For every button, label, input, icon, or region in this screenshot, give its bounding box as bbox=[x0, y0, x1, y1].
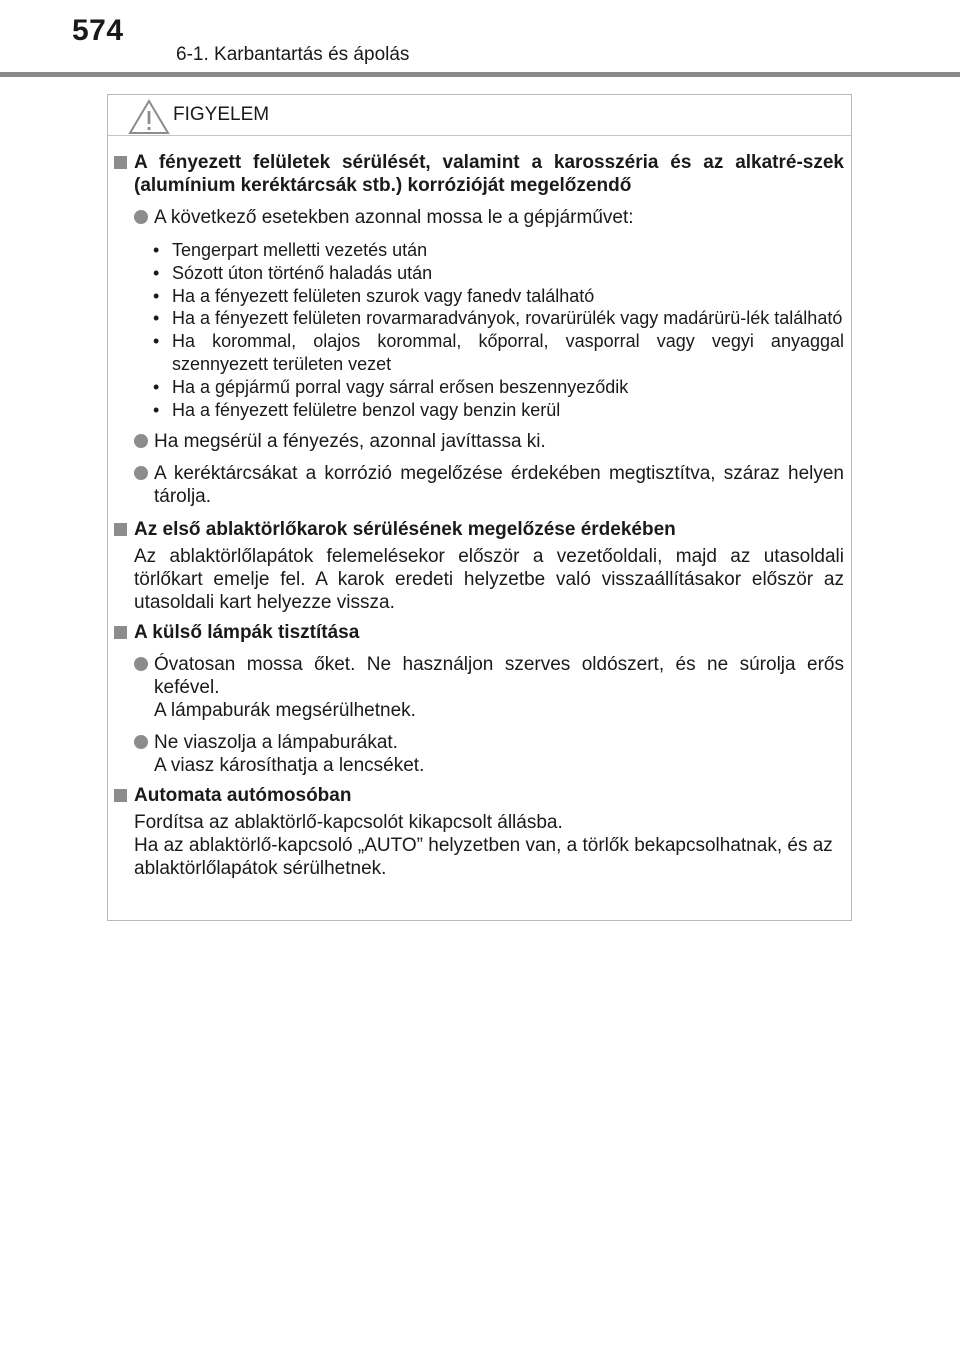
square-bullet-icon bbox=[114, 626, 127, 639]
bullet-item: • Ha a gépjármű porral vagy sárral erősen beszennyeződik bbox=[134, 376, 844, 399]
bullet-item: • Tengerpart melletti vezetés után bbox=[134, 239, 844, 262]
bullet-item: • Ha a fényezett felületen rovarmaradványok, rovarürülék vagy madárürü-lék található bbox=[134, 307, 844, 330]
item-subtext: A viasz károsíthatja a lencséket. bbox=[154, 755, 425, 777]
section-title: 6-1. Karbantartás és ápolás bbox=[176, 44, 410, 65]
topic-title: Az első ablaktörlőkarok sérülésének megelőzése érdekében bbox=[134, 519, 676, 541]
bullet-item: • Ha a fényezett felületen szurok vagy fanedv található bbox=[134, 285, 844, 308]
item-text: Ne viaszolja a lámpaburákat. bbox=[154, 732, 398, 754]
topic-paint-protection bbox=[114, 151, 844, 508]
circle-bullet-icon bbox=[134, 657, 148, 671]
warning-title: FIGYELEM bbox=[173, 104, 270, 125]
square-bullet-icon bbox=[114, 156, 127, 169]
item-text: Óvatosan mossa őket. Ne használjon szerves oldószert, és ne súrolja erős kefével. bbox=[154, 654, 844, 699]
list-item bbox=[134, 731, 844, 777]
item-text: Ha megsérül a fényezés, azonnal javíttassa ki. bbox=[154, 431, 546, 453]
page-header bbox=[0, 0, 960, 80]
circle-bullet-icon bbox=[134, 466, 148, 480]
item-text: A következő esetekben azonnal mossa le a gépjárművet: bbox=[154, 207, 634, 228]
circle-bullet-icon bbox=[134, 210, 148, 224]
warning-box bbox=[107, 94, 852, 921]
topic-body: Az ablaktörlőlapátok felemelésekor először a vezetőoldali, majd az utasoldali törlőkart emelje fel. A karok eredeti helyzetbe való visszaállításakor először az utasoldali kart helyezze vissza. bbox=[134, 546, 844, 614]
warning-header bbox=[108, 95, 851, 136]
topic-title: A fényezett felületek sérülését, valamint a karosszéria és az alkatré-szek (alumínium keréktárcsák stb.) korrózióját megelőzendő bbox=[134, 152, 844, 196]
list-item bbox=[134, 462, 844, 508]
topic-title: Automata autómosóban bbox=[134, 785, 352, 807]
bullet-item: • Ha a fényezett felületre benzol vagy benzin kerül bbox=[134, 399, 844, 422]
header-rule bbox=[0, 72, 960, 77]
square-bullet-icon bbox=[114, 789, 127, 802]
page-number: 574 bbox=[72, 14, 124, 47]
warning-content bbox=[114, 151, 844, 880]
bullet-list bbox=[134, 239, 844, 421]
list-item bbox=[134, 430, 844, 453]
bullet-item: • Sózott úton történő haladás után bbox=[134, 262, 844, 285]
warning-triangle-icon bbox=[128, 99, 170, 135]
topic-wiper-arms bbox=[114, 518, 844, 614]
warning-divider bbox=[108, 135, 851, 136]
topic-body-line: Fordítsa az ablaktörlő-kapcsolót kikapcsolt állásba. bbox=[134, 812, 563, 834]
square-bullet-icon bbox=[114, 523, 127, 536]
topic-body-line: Ha az ablaktörlő-kapcsoló „AUTO” helyzetben van, a törlők bekapcsolhatnak, és az ablaktörlőlapátok sérülhetnek. bbox=[134, 835, 833, 880]
circle-bullet-icon bbox=[134, 434, 148, 448]
bullet-item: • Ha korommal, olajos korommal, kőporral, vasporral vagy vegyi anyaggal szennyezett területen vezet bbox=[134, 330, 844, 376]
topic-car-wash bbox=[114, 784, 844, 880]
list-item bbox=[134, 653, 844, 722]
item-subtext: A lámpaburák megsérülhetnek. bbox=[154, 700, 416, 722]
topic-exterior-lamps bbox=[114, 621, 844, 777]
circle-bullet-icon bbox=[134, 735, 148, 749]
list-item bbox=[134, 206, 844, 229]
item-text: A keréktárcsákat a korrózió megelőzése érdekében megtisztítva, száraz helyen tárolja. bbox=[154, 463, 844, 508]
topic-title: A külső lámpák tisztítása bbox=[134, 622, 360, 644]
